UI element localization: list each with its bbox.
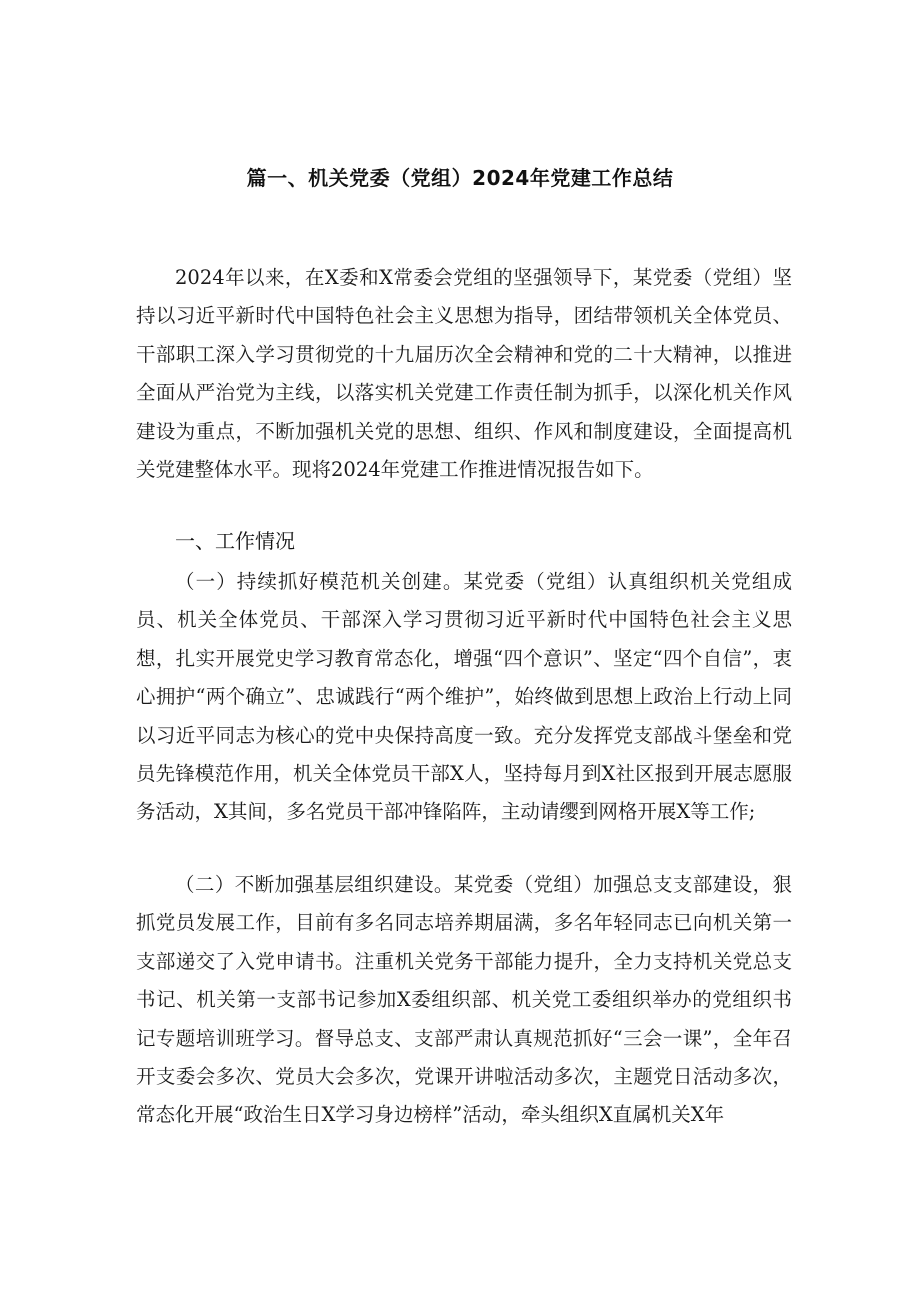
intro-block bbox=[136, 259, 792, 489]
paragraph-block-2 bbox=[136, 866, 792, 1135]
paragraph-block-1 bbox=[136, 563, 792, 832]
paragraph-grassroots-organization: （二）不断加强基层组织建设。某党委（党组）加强总支支部建设，狠抓党员发展工作，目前有多名同志培养期届满，多名年轻同志已向机关第一支部递交了入党申请书。注重机关党务干部能力提升，全力支持机关党总支书记、机关第一支部书记参加X委组织部、机关党工委组织举办的党组织书记专题培训班学习。督导总支、支部严肃认真规范抓好“三会一课”，全年召开支委会多次、党员大会多次，党课开讲啦活动多次，主题党日活动多次，常态化开展“政治生日X学习身边榜样”活动，牵头组织X直属机关X年 bbox=[136, 873, 792, 1127]
paragraph-model-organ: （一）持续抓好模范机关创建。某党委（党组）认真组织机关党组成员、机关全体党员、干部深入学习贯彻习近平新时代中国特色社会主义思想，扎实开展党史学习教育常态化，增强“四个意识”、坚定“四个自信”，衷心拥护“两个确立”、忠诚践行“两个维护”，始终做到思想上政治上行动上同以习近平同志为核心的党中央保持高度一致。充分发挥党支部战斗堡垒和党员先锋模范作用，机关全体党员干部X人，坚持每月到X社区报到开展志愿服务活动，X其间，多名党员干部冲锋陷阵，主动请缨到网格开展X等工作; bbox=[136, 570, 792, 824]
document-title: 篇一、机关党委（党组）2024年党建工作总结 bbox=[246, 166, 674, 190]
section-heading: 一、工作情况 bbox=[175, 529, 295, 553]
intro-paragraph: 2024年以来，在X委和X常委会党组的坚强领导下，某党委（党组）坚持以习近平新时代中国特色社会主义思想为指导，团结带领机关全体党员、干部职工深入学习贯彻党的十九届历次全会精神和党的二十大精神，以推进全面从严治党为主线，以落实机关党建工作责任制为抓手，以深化机关作风建设为重点，不断加强机关党的思想、组织、作风和制度建设，全面提高机关党建整体水平。现将2024年党建工作推进情况报告如下。 bbox=[136, 266, 792, 482]
